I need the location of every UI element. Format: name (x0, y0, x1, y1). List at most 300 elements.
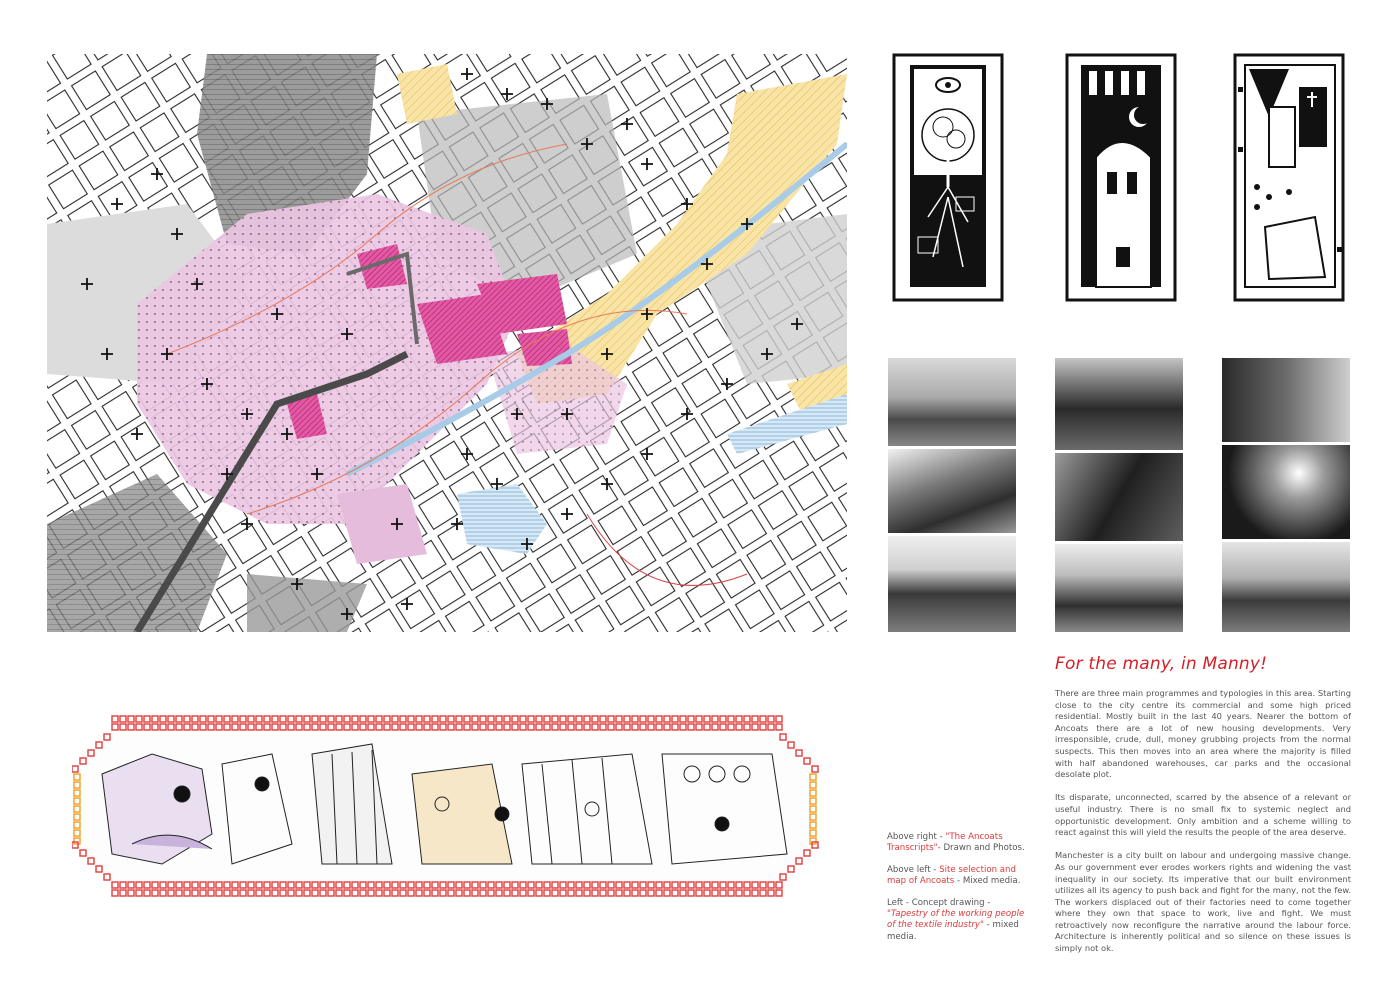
border-square (704, 890, 710, 896)
border-square (616, 882, 622, 888)
border-square (368, 716, 374, 722)
photo-street-houses (1055, 544, 1183, 632)
sketch-interior-panel (1229, 47, 1351, 310)
border-square (488, 882, 494, 888)
border-square (640, 724, 646, 730)
border-square (280, 716, 286, 722)
caption-prefix: Above left - (887, 864, 940, 875)
border-square (688, 724, 694, 730)
border-square (208, 890, 214, 896)
sketch-tower-panel (1061, 47, 1183, 310)
border-square (768, 724, 774, 730)
photo-canal-path (888, 358, 1016, 446)
border-square (224, 724, 230, 730)
border-square (688, 890, 694, 896)
border-square (552, 716, 558, 722)
border-square (120, 724, 126, 730)
border-square (392, 882, 398, 888)
border-square (752, 882, 758, 888)
border-square (368, 890, 374, 896)
border-square (136, 716, 142, 722)
border-square (280, 890, 286, 896)
tapestry-illustration (72, 714, 820, 902)
border-square (416, 882, 422, 888)
border-square (240, 716, 246, 722)
border-square (592, 716, 598, 722)
border-square (256, 890, 262, 896)
border-square (232, 882, 238, 888)
border-square (512, 724, 518, 730)
border-square (176, 890, 182, 896)
border-square (328, 716, 334, 722)
border-square (592, 882, 598, 888)
border-square (344, 882, 350, 888)
border-square (536, 724, 542, 730)
border-square (768, 882, 774, 888)
border-square (520, 716, 526, 722)
border-square (200, 890, 206, 896)
captions (887, 832, 1027, 953)
border-square (720, 724, 726, 730)
border-square (528, 890, 534, 896)
caption-site-map (887, 865, 1027, 888)
border-square (456, 716, 462, 722)
border-square (256, 716, 262, 722)
border-square (616, 724, 622, 730)
border-square (608, 724, 614, 730)
border-square (160, 716, 166, 722)
border-square (600, 890, 606, 896)
border-square (488, 716, 494, 722)
border-square (640, 882, 646, 888)
border-square (776, 882, 782, 888)
border-square (328, 882, 334, 888)
border-square (144, 716, 150, 722)
border-square (296, 882, 302, 888)
grey-texture-south (247, 574, 367, 632)
border-square (376, 716, 382, 722)
border-square (312, 882, 318, 888)
border-square (168, 716, 174, 722)
border-square (424, 716, 430, 722)
border-square (304, 716, 310, 722)
border-square (712, 724, 718, 730)
border-square (344, 724, 350, 730)
border-square (184, 716, 190, 722)
border-square (432, 716, 438, 722)
photo-tree-path (888, 449, 1016, 533)
border-square (584, 890, 590, 896)
border-square (504, 882, 510, 888)
border-square (376, 724, 382, 730)
border-square (224, 882, 230, 888)
border-square (680, 882, 686, 888)
border-square (672, 716, 678, 722)
border-square (536, 882, 542, 888)
border-square (184, 724, 190, 730)
border-square (424, 724, 430, 730)
border-square (576, 882, 582, 888)
border-square (496, 724, 502, 730)
border-square (736, 882, 742, 888)
border-square (440, 716, 446, 722)
border-square (296, 724, 302, 730)
border-square (552, 890, 558, 896)
border-square (312, 890, 318, 896)
border-square (240, 724, 246, 730)
border-square (608, 882, 614, 888)
border-square (264, 882, 270, 888)
photo-bridge (1055, 358, 1183, 450)
border-square (488, 724, 494, 730)
caption-prefix: Above right - (887, 832, 946, 842)
border-square (312, 724, 318, 730)
border-square (120, 882, 126, 888)
border-square (416, 890, 422, 896)
border-square (360, 724, 366, 730)
border-square (616, 716, 622, 722)
border-square (512, 890, 518, 896)
border-square (376, 890, 382, 896)
border-square (664, 724, 670, 730)
border-square (256, 724, 262, 730)
border-square (344, 716, 350, 722)
border-square (400, 890, 406, 896)
border-square (520, 724, 526, 730)
border-square (720, 716, 726, 722)
border-square (304, 882, 310, 888)
border-square (472, 724, 478, 730)
border-square (248, 882, 254, 888)
border-square (72, 766, 78, 772)
border-square (672, 724, 678, 730)
border-square (168, 724, 174, 730)
border-square (240, 882, 246, 888)
caption-highlight: Site selection and map of Ancoats (887, 864, 1016, 887)
border-square (664, 882, 670, 888)
border-square (648, 724, 654, 730)
caption-suffix: - mixed media. (887, 920, 1019, 942)
border-square (728, 882, 734, 888)
border-square (144, 882, 150, 888)
border-square (216, 890, 222, 896)
border-square (704, 724, 710, 730)
border-square (648, 882, 654, 888)
border-square (168, 890, 174, 896)
border-square (432, 724, 438, 730)
border-square (424, 890, 430, 896)
border-square (568, 890, 574, 896)
caption-highlight: "Tapestry of the working people of the textile industry" (887, 909, 1025, 931)
border-square (632, 724, 638, 730)
border-square (560, 716, 566, 722)
border-square (616, 890, 622, 896)
border-square (432, 882, 438, 888)
border-square (472, 716, 478, 722)
site-map (47, 54, 847, 632)
border-square (528, 724, 534, 730)
border-square (656, 724, 662, 730)
border-square (192, 890, 198, 896)
border-square (416, 724, 422, 730)
border-square (696, 716, 702, 722)
border-square (768, 890, 774, 896)
border-square (752, 890, 758, 896)
border-square (128, 716, 134, 722)
border-square (336, 890, 342, 896)
border-square (320, 882, 326, 888)
border-square (600, 724, 606, 730)
border-square (208, 882, 214, 888)
border-square (336, 724, 342, 730)
body-paragraph: There are three main programmes and typologies in this area. Starting close to the city centre its commercial and some high priced residential. Mostly built in the last 40 years. Nearer the bottom of Ancoats there are a lot of new housing developments. Very irresponsible, crude, dull, money grubbing projects from the normal suspects. This then moves into an area where the majority is filled with half abandoned warehouses, car parks and the occasional desolate plot. (1055, 688, 1351, 780)
border-square (336, 882, 342, 888)
border-square (480, 724, 486, 730)
border-square (728, 724, 734, 730)
border-square (112, 724, 118, 730)
border-square (176, 716, 182, 722)
border-square (168, 882, 174, 888)
border-square (568, 716, 574, 722)
border-square (184, 882, 190, 888)
border-square (600, 716, 606, 722)
border-square (120, 890, 126, 896)
border-square (680, 890, 686, 896)
border-square (280, 882, 286, 888)
border-square (680, 724, 686, 730)
border-square (312, 716, 318, 722)
border-square (528, 716, 534, 722)
border-square (504, 724, 510, 730)
border-square (440, 724, 446, 730)
border-square (144, 724, 150, 730)
border-square (520, 890, 526, 896)
border-square (632, 890, 638, 896)
border-square (360, 882, 366, 888)
border-square (776, 724, 782, 730)
border-square (576, 724, 582, 730)
border-square (320, 716, 326, 722)
border-square (272, 890, 278, 896)
border-square (424, 882, 430, 888)
border-square (184, 890, 190, 896)
border-square (464, 716, 470, 722)
border-square (448, 716, 454, 722)
page-title: For the many, in Manny! (1055, 654, 1268, 674)
border-square (744, 724, 750, 730)
border-square (384, 882, 390, 888)
body-paragraph: Manchester is a city built on labour and undergoing massive change. As our government ever erodes workers rights and widening the vast inequality in our society. Its imperative that our built environment utilizes all its agency to push back and fight for the many, not the few. The workers displaced out of their factories need to come together where they own that space to work, live and fight. We must retroactively now reconfigure the narrative around the labour force. Architecture is inherently political and so silence on these issues is simply not ok. (1055, 850, 1351, 954)
border-square (448, 882, 454, 888)
border-square (288, 890, 294, 896)
border-square (672, 882, 678, 888)
border-square (536, 716, 542, 722)
border-square (400, 716, 406, 722)
border-square (584, 716, 590, 722)
border-square (248, 716, 254, 722)
border-square (464, 890, 470, 896)
border-square (568, 724, 574, 730)
border-square (352, 716, 358, 722)
border-square (496, 716, 502, 722)
border-square (112, 890, 118, 896)
caption-tapestry (887, 898, 1027, 944)
border-square (352, 882, 358, 888)
border-square (232, 716, 238, 722)
border-square (152, 716, 158, 722)
border-square (176, 882, 182, 888)
border-square (264, 724, 270, 730)
border-square (720, 890, 726, 896)
border-square (664, 716, 670, 722)
border-square (672, 890, 678, 896)
border-square (368, 882, 374, 888)
border-square (744, 890, 750, 896)
interior-sketch (1229, 47, 1351, 310)
border-square (384, 716, 390, 722)
border-square (704, 716, 710, 722)
border-square (496, 882, 502, 888)
border-square (216, 882, 222, 888)
border-square (152, 882, 158, 888)
border-square (160, 724, 166, 730)
border-square (216, 724, 222, 730)
border-square (192, 716, 198, 722)
border-square (584, 724, 590, 730)
border-square (384, 724, 390, 730)
border-square (512, 716, 518, 722)
border-square (448, 724, 454, 730)
border-square (128, 882, 134, 888)
border-square (128, 890, 134, 896)
border-square (320, 724, 326, 730)
border-square (136, 882, 142, 888)
photo-alley (1222, 445, 1350, 539)
border-square (456, 882, 462, 888)
border-square (712, 890, 718, 896)
border-square (744, 716, 750, 722)
border-square (608, 716, 614, 722)
border-square (568, 882, 574, 888)
border-square (464, 882, 470, 888)
border-square (704, 882, 710, 888)
border-square (480, 890, 486, 896)
border-square (648, 890, 654, 896)
border-square (240, 890, 246, 896)
border-square (208, 716, 214, 722)
border-square (408, 890, 414, 896)
border-square (344, 890, 350, 896)
border-square (352, 890, 358, 896)
border-square (360, 716, 366, 722)
border-square (152, 724, 158, 730)
border-square (504, 716, 510, 722)
border-square (224, 716, 230, 722)
border-square (360, 890, 366, 896)
caption-transcripts (887, 832, 1027, 855)
border-square (304, 724, 310, 730)
border-square (408, 724, 414, 730)
border-square (760, 716, 766, 722)
border-square (712, 882, 718, 888)
border-square (688, 716, 694, 722)
border-square (472, 882, 478, 888)
border-square (552, 724, 558, 730)
border-square (432, 890, 438, 896)
border-square (624, 890, 630, 896)
border-square (576, 716, 582, 722)
border-square (464, 724, 470, 730)
body-text (1055, 688, 1351, 966)
border-square (176, 724, 182, 730)
border-square (256, 882, 262, 888)
tree-sketch (888, 47, 1010, 310)
border-square (152, 890, 158, 896)
border-square (288, 724, 294, 730)
border-square (600, 882, 606, 888)
border-square (728, 890, 734, 896)
border-square (128, 724, 134, 730)
photo-canal (1055, 453, 1183, 541)
border-square (584, 882, 590, 888)
border-square (544, 882, 550, 888)
border-square (696, 724, 702, 730)
body-paragraph: Its disparate, unconnected, scarred by the absence of a relevant or useful industry. There is no small fix to systemic neglect and opportunistic development. Only ambition and a scheme willing to react against this will yield the results the people of the area deserve. (1055, 792, 1351, 838)
border-square (336, 716, 342, 722)
border-square (328, 724, 334, 730)
border-square (760, 882, 766, 888)
caption-suffix: - Mixed media. (954, 876, 1021, 887)
border-square (752, 724, 758, 730)
border-square (736, 716, 742, 722)
border-square (392, 724, 398, 730)
border-square (528, 882, 534, 888)
border-square (728, 716, 734, 722)
border-square (632, 716, 638, 722)
border-square (544, 890, 550, 896)
border-square (776, 716, 782, 722)
border-square (768, 716, 774, 722)
photo-building (1222, 358, 1350, 442)
border-square (160, 890, 166, 896)
border-square (656, 716, 662, 722)
border-square (544, 724, 550, 730)
border-square (752, 716, 758, 722)
border-square (624, 716, 630, 722)
border-square (192, 724, 198, 730)
photo-road (1222, 542, 1350, 632)
border-square (680, 716, 686, 722)
caption-highlight: "The Ancoats Transcripts" (887, 832, 1003, 854)
border-square (736, 890, 742, 896)
border-square (608, 890, 614, 896)
border-square (448, 890, 454, 896)
border-square (248, 724, 254, 730)
border-square (560, 890, 566, 896)
border-square (408, 716, 414, 722)
border-square (776, 890, 782, 896)
border-square (352, 724, 358, 730)
border-square (160, 882, 166, 888)
border-square (520, 882, 526, 888)
border-square (232, 724, 238, 730)
border-square (640, 890, 646, 896)
border-square (712, 716, 718, 722)
border-square (720, 882, 726, 888)
border-square (296, 716, 302, 722)
border-square (488, 890, 494, 896)
border-square (664, 890, 670, 896)
